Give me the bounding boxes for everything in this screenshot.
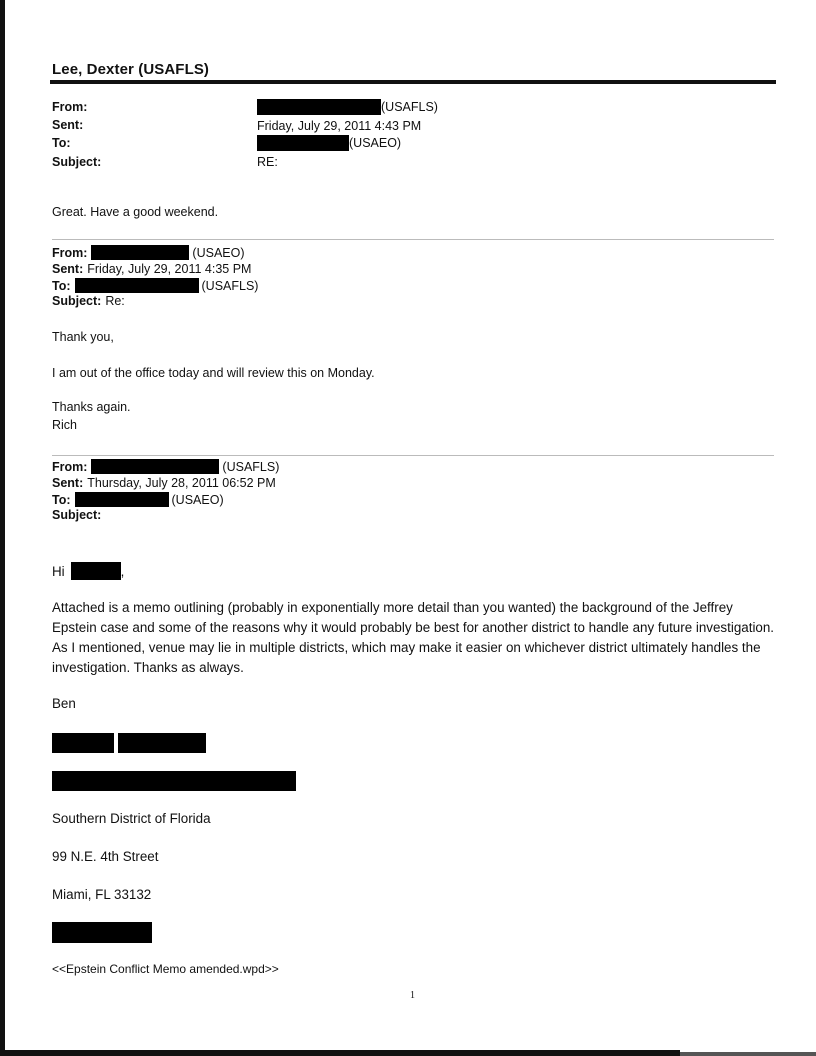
- message2-to: [52, 278, 258, 293]
- message2-signature: Rich: [52, 418, 78, 432]
- from-value: [257, 99, 438, 115]
- from-label: From:: [52, 459, 88, 474]
- message3-subject: [52, 508, 105, 522]
- redaction-box: [75, 278, 199, 293]
- from-label: From:: [52, 100, 88, 114]
- subject-text: Re:: [105, 294, 125, 308]
- separator: [52, 239, 774, 240]
- redaction-box: [71, 562, 121, 580]
- redaction-box: [257, 135, 349, 151]
- message3-from: [52, 459, 279, 474]
- sent-label: Sent:: [52, 476, 84, 490]
- to-label: To:: [52, 278, 71, 293]
- page-number: 1: [410, 990, 415, 1001]
- message2-line: I am out of the office today and will review this on Monday.: [52, 366, 375, 380]
- to-org: (USAEO): [171, 492, 224, 507]
- to-org: (USAFLS): [201, 278, 259, 293]
- scan-edge-bottom: [0, 1050, 680, 1056]
- redaction-box: [257, 99, 381, 115]
- message2-line: Thanks again.: [52, 400, 131, 414]
- greeting-punct: ,: [120, 563, 125, 579]
- redaction-box: [52, 922, 152, 943]
- sent-label: Sent:: [52, 262, 84, 276]
- reply-body: Great. Have a good weekend.: [52, 205, 219, 219]
- redaction-box: [91, 459, 219, 474]
- separator: [52, 455, 774, 456]
- sent-label: Sent:: [52, 118, 84, 132]
- message2-sent: [52, 262, 251, 276]
- scan-edge-left: [0, 0, 5, 1056]
- greeting: [52, 562, 124, 580]
- message2-from: [52, 245, 245, 260]
- sent-date: Thursday, July 28, 2011 06:52 PM: [87, 476, 276, 490]
- street-address: 99 N.E. 4th Street: [52, 849, 159, 864]
- to-value: [257, 135, 401, 151]
- attachment-link[interactable]: <<Epstein Conflict Memo amended.wpd>>: [52, 962, 279, 976]
- redaction-box: [52, 733, 114, 753]
- city-address: Miami, FL 33132: [52, 887, 152, 902]
- redaction-box: [75, 492, 169, 507]
- sent-date: Friday, July 29, 2011 4:35 PM: [87, 262, 252, 276]
- to-label: To:: [52, 492, 71, 507]
- scan-edge-bottom-right: [680, 1052, 816, 1056]
- from-org: (USAEO): [192, 245, 245, 260]
- message3-to: [52, 492, 224, 507]
- subject-value: RE:: [257, 155, 278, 169]
- signoff: Ben: [52, 696, 76, 711]
- redaction-box: [52, 771, 296, 791]
- subject-label: Subject:: [52, 508, 102, 522]
- from-org: (USAFLS): [381, 100, 438, 114]
- to-label: To:: [52, 136, 71, 150]
- memo-paragraph: Attached is a memo outlining (probably in exponentially more detail than you wanted) the background of the Jeffrey Epstein case and some of the reasons why it would probably be best for another district to handle any future investigation. As I mentioned, venue may lie in multiple districts, which may make it easier on whichever district ultimately handles the investigation. Thanks as always.: [52, 600, 775, 675]
- redaction-box: [91, 245, 189, 260]
- subject-label: Subject:: [52, 294, 102, 308]
- from-label: From:: [52, 245, 88, 260]
- message3-sent: [52, 476, 276, 490]
- greeting-word: Hi: [52, 563, 65, 579]
- from-org: (USAFLS): [222, 459, 280, 474]
- to-org: (USAEO): [349, 136, 402, 150]
- sent-value: Friday, July 29, 2011 4:43 PM: [257, 119, 422, 133]
- document-title: Lee, Dexter (USAFLS): [52, 61, 210, 78]
- message2-line: Thank you,: [52, 330, 114, 344]
- title-rule: [50, 80, 776, 84]
- message2-subject: [52, 294, 125, 308]
- office-name: Southern District of Florida: [52, 811, 211, 826]
- redaction-box: [118, 733, 206, 753]
- subject-label: Subject:: [52, 155, 102, 169]
